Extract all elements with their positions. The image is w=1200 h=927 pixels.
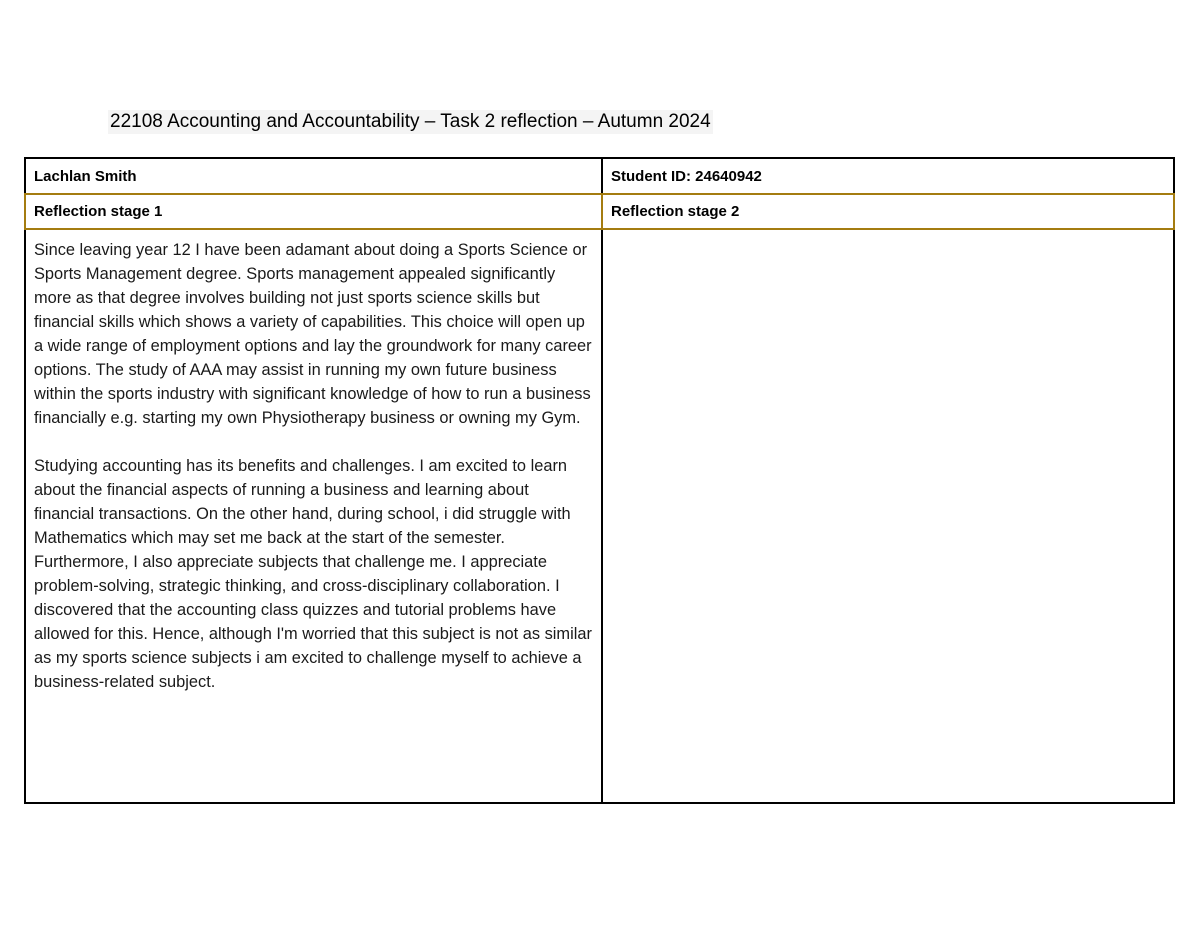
table-row-reflections: [25, 229, 1174, 803]
stage1-paragraph-2: Studying accounting has its benefits and challenges. I am excited to learn about the financial aspects of running a business and learning about financial transactions. On the other hand, during school, i did struggle with Mathematics which may set me back at the start of the semester. Furthermore, I also appreciate subjects that challenge me. I appreciate problem-solving, strategic thinking, and cross-disciplinary collaboration. I discovered that the accounting class quizzes and tutorial problems have allowed for this. Hence, although I'm worried that this subject is not as similar as my sports science subjects i am excited to challenge myself to achieve a business-related subject.: [34, 457, 592, 691]
stage1-paragraph-1: Since leaving year 12 I have been adamant about doing a Sports Science or Sports Management degree. Sports management appealed significantly more as that degree involves building not just sports science skills but financial skills which shows a variety of capabilities. This choice will open up a wide range of employment options and lay the groundwork for many career options. The study of AAA may assist in running my own future business within the sports industry with significant knowledge of how to run a business financially e.g. starting my own Physiotherapy business or owning my Gym.: [34, 241, 592, 427]
stage1-reflection-cell: [25, 229, 602, 803]
student-id-cell: Student ID: 24640942: [602, 158, 1174, 194]
stage2-heading: Reflection stage 2: [602, 194, 1174, 229]
reflection-table: [24, 157, 1175, 804]
student-name-cell: Lachlan Smith: [25, 158, 602, 194]
stage1-heading: Reflection stage 1: [25, 194, 602, 229]
table-row-student: [25, 158, 1174, 194]
stage2-reflection-cell: [602, 229, 1174, 803]
table-row-stage-headings: [25, 194, 1174, 229]
document-title: 22108 Accounting and Accountability – Task 2 reflection – Autumn 2024: [110, 111, 711, 132]
